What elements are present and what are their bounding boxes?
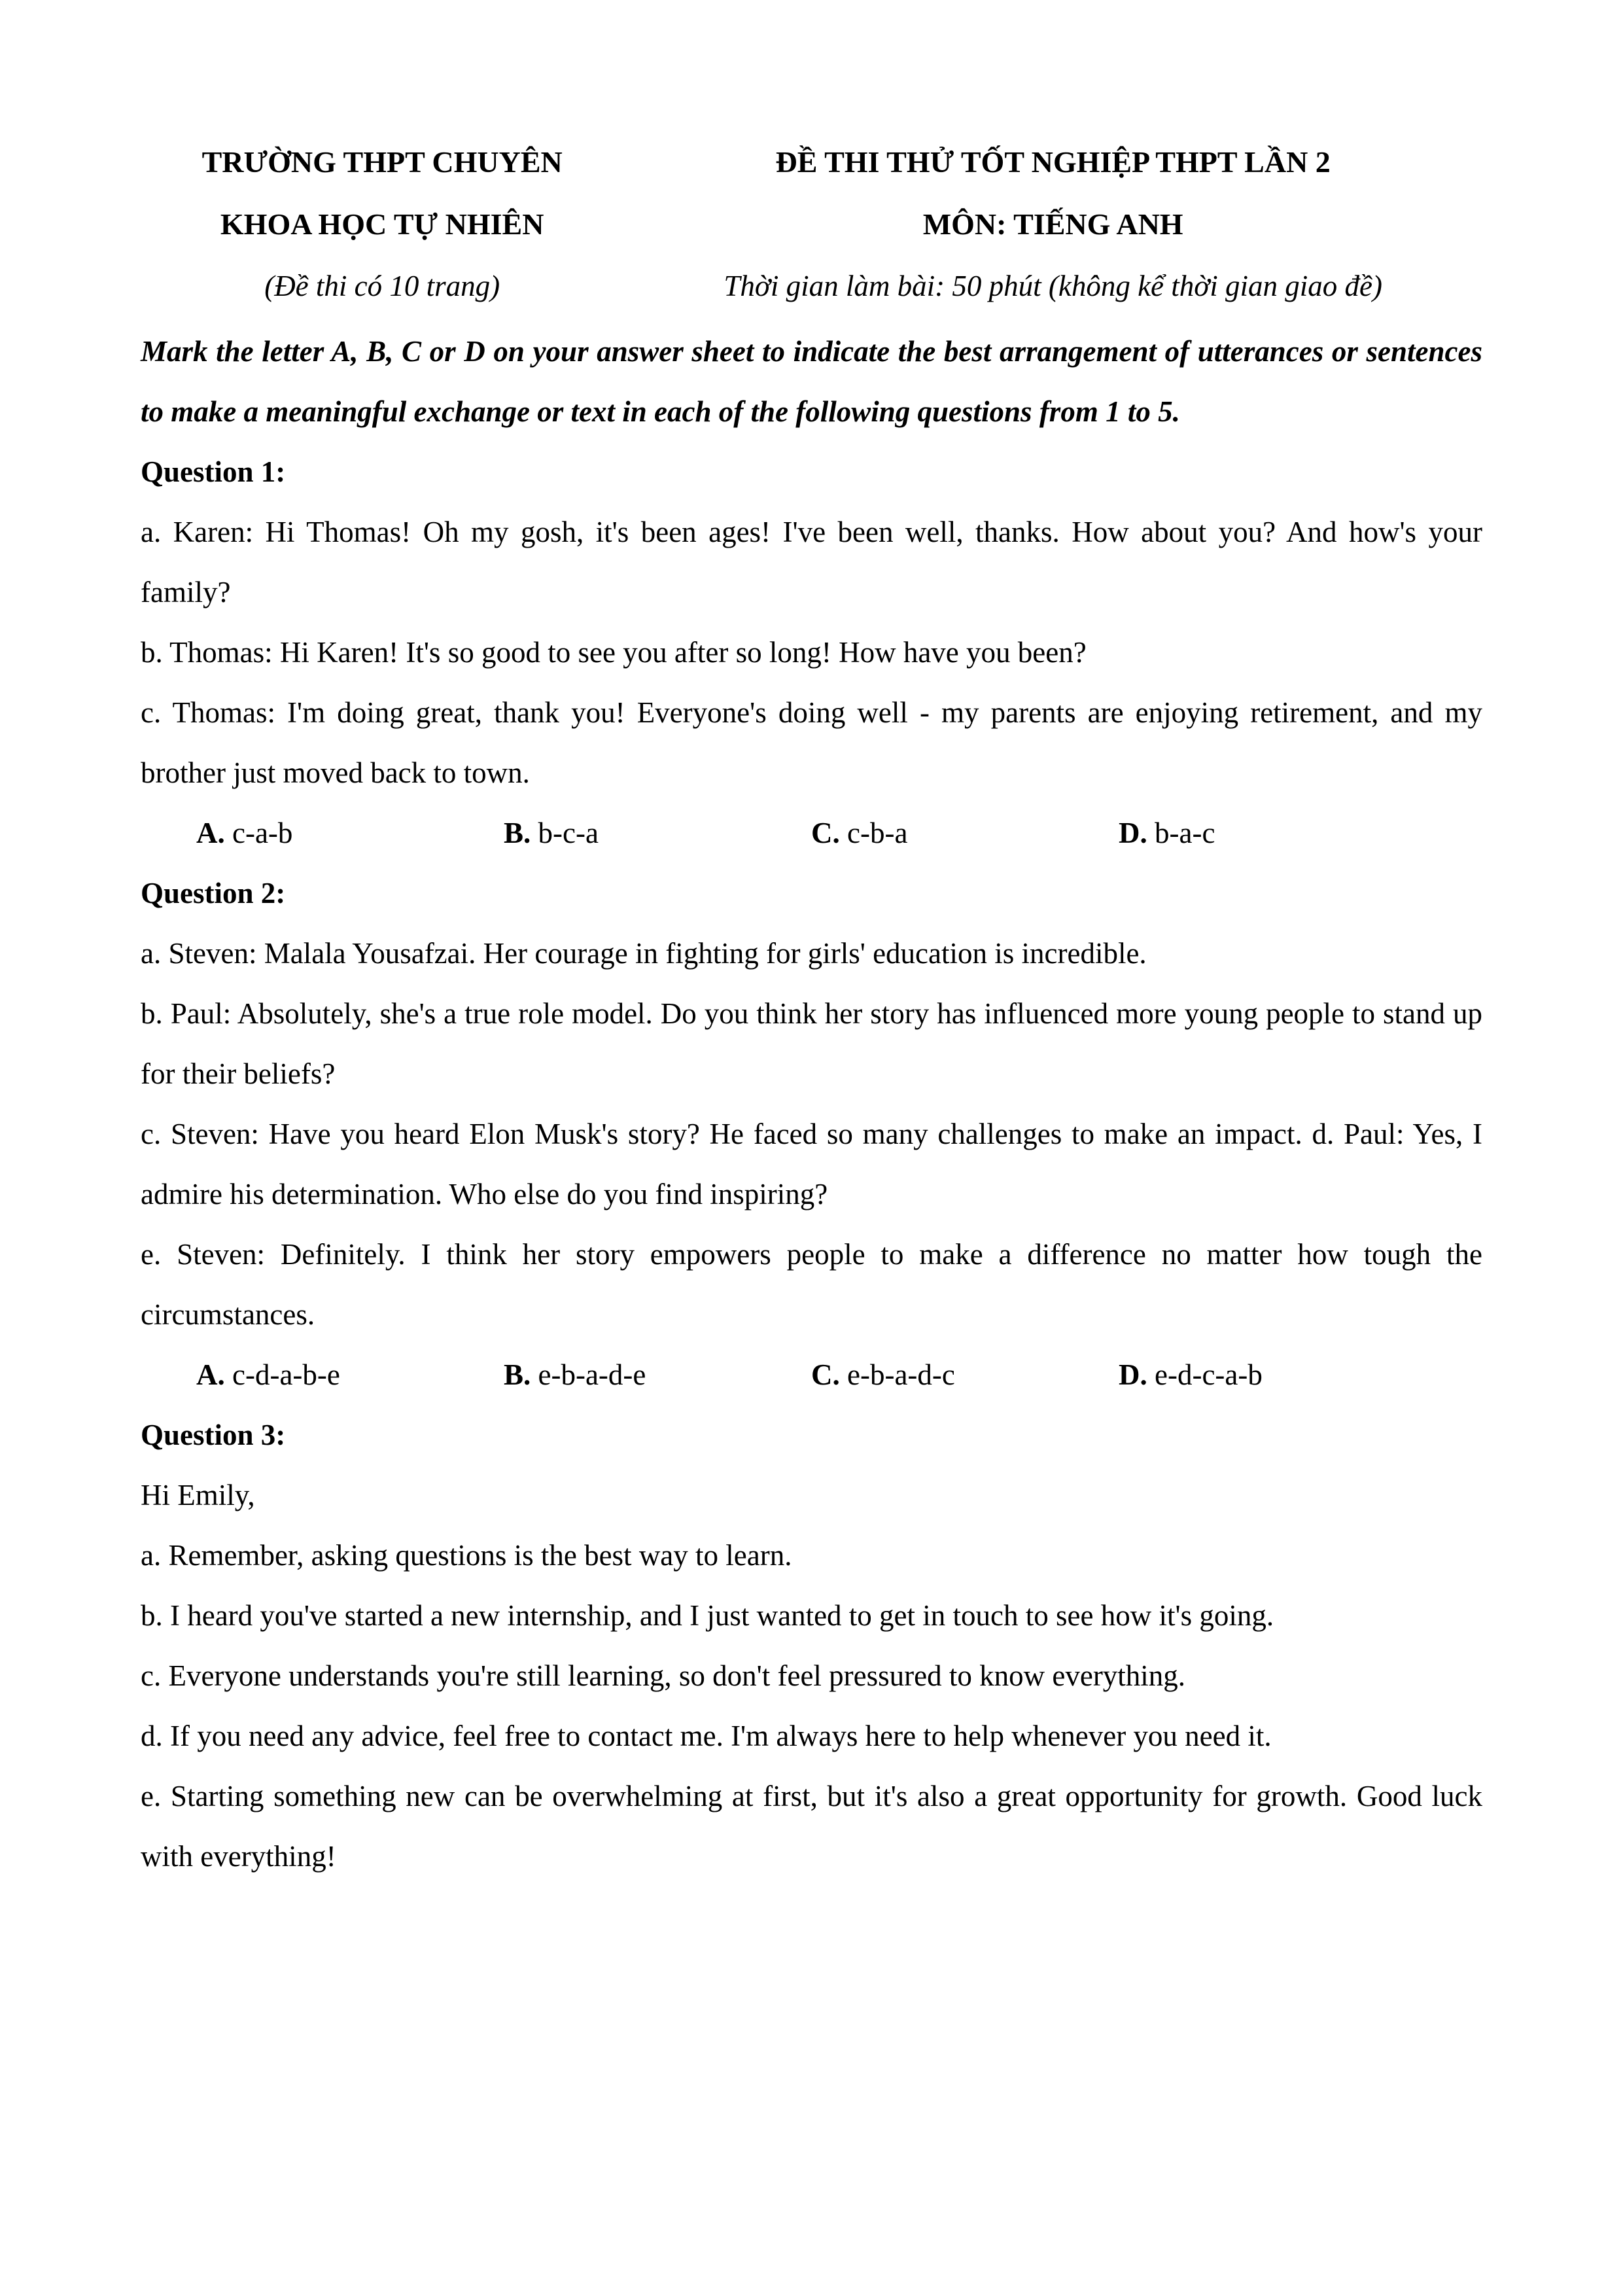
school-block [141, 131, 623, 317]
option-text: e-b-a-d-e [538, 1358, 646, 1391]
option-text: c-a-b [232, 817, 293, 849]
section-instructions: Mark the letter A, B, C or D on your answer sheet to indicate the best arrangement of utterances or sentences to make a meaningful exchange or text in each of the following questions from 1 to 5. [141, 335, 1482, 428]
exam-header [141, 131, 1482, 317]
question-line: d. If you need any advice, feel free to contact me. I'm always here to help whenever you need it. [141, 1720, 1272, 1752]
option-item [811, 803, 1119, 863]
option-item [811, 1345, 1119, 1405]
question-block [141, 863, 1482, 1405]
question-line: a. Steven: Malala Yousafzai. Her courage in fighting for girls' education is incredible. [141, 937, 1147, 970]
school-name-line1: TRƯỜNG THPT CHUYÊN [201, 145, 563, 179]
question-line: c. Steven: Have you heard Elon Musk's story? He faced so many challenges to make an impact. d. Paul: Yes, I admire his determination. Who else do you find inspiring? [141, 1118, 1482, 1210]
option-item [504, 803, 811, 863]
question-line: Hi Emily, [141, 1479, 255, 1511]
exam-title-line1: ĐỀ THI THỬ TỐT NGHIỆP THPT LẦN 2 [775, 145, 1331, 179]
option-letter: A. [196, 817, 232, 849]
option-text: e-d-c-a-b [1155, 1358, 1263, 1391]
exam-title-block [623, 131, 1482, 317]
options-row [141, 803, 1482, 863]
question-line: b. Paul: Absolutely, she's a true role model. Do you think her story has influenced more young people to stand up for their beliefs? [141, 997, 1482, 1090]
option-item [196, 1345, 504, 1405]
question-line: a. Remember, asking questions is the best way to learn. [141, 1539, 792, 1572]
option-letter: D. [1119, 817, 1155, 849]
question-line: c. Thomas: I'm doing great, thank you! Everyone's doing well - my parents are enjoying retirement, and my brother just moved back to town. [141, 696, 1482, 789]
option-letter: C. [811, 1358, 847, 1391]
option-item [196, 803, 504, 863]
options-row [141, 1345, 1482, 1405]
option-text: b-c-a [538, 817, 599, 849]
option-text: b-a-c [1155, 817, 1215, 849]
question-title: Question 3: [141, 1419, 286, 1451]
option-text: c-d-a-b-e [232, 1358, 340, 1391]
question-line: e. Starting something new can be overwhelming at first, but it's also a great opportunity for growth. Good luck with everything! [141, 1780, 1482, 1873]
option-letter: A. [196, 1358, 232, 1391]
option-letter: B. [504, 1358, 538, 1391]
option-item [504, 1345, 811, 1405]
option-text: e-b-a-d-c [847, 1358, 955, 1391]
option-letter: C. [811, 817, 847, 849]
question-lines [141, 502, 1482, 803]
option-item [1119, 1345, 1426, 1405]
question-line: b. Thomas: Hi Karen! It's so good to see you after so long! How have you been? [141, 636, 1087, 669]
question-line: b. I heard you've started a new internship, and I just wanted to get in touch to see how it's going. [141, 1599, 1274, 1632]
question-line: c. Everyone understands you're still learning, so don't feel pressured to know everything. [141, 1659, 1186, 1692]
question-block [141, 442, 1482, 863]
school-name-line2: KHOA HỌC TỰ NHIÊN [220, 207, 544, 241]
option-text: c-b-a [847, 817, 908, 849]
question-lines [141, 1465, 1482, 1886]
pages-note: (Đề thi có 10 trang) [264, 270, 500, 302]
question-line: a. Karen: Hi Thomas! Oh my gosh, it's been ages! I've been well, thanks. How about you? And how's your family? [141, 516, 1482, 609]
questions [141, 442, 1482, 1886]
option-letter: D. [1119, 1358, 1155, 1391]
question-block [141, 1405, 1482, 1886]
question-title: Question 1: [141, 455, 286, 488]
question-lines [141, 923, 1482, 1345]
question-title: Question 2: [141, 877, 286, 910]
option-letter: B. [504, 817, 538, 849]
time-note: Thời gian làm bài: 50 phút (không kể thời gian giao đề) [724, 270, 1383, 302]
option-item [1119, 803, 1426, 863]
question-line: e. Steven: Definitely. I think her story empowers people to make a difference no matter how tough the circumstances. [141, 1238, 1482, 1331]
exam-title-line2: MÔN: TIẾNG ANH [922, 207, 1183, 241]
